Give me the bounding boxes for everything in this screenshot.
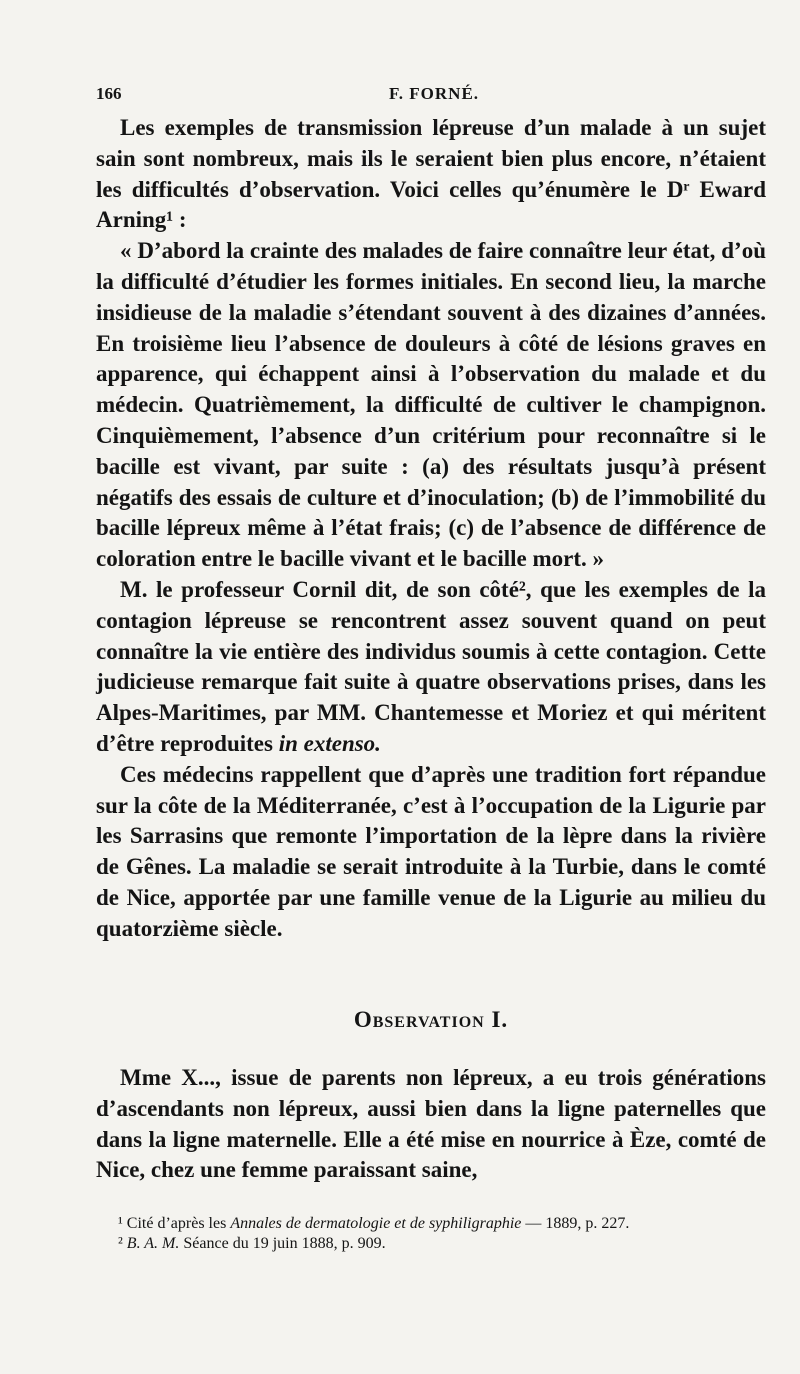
paragraph: « D’abord la crainte des malades de faire connaître leur état, d’où la difficulté d’étudier les formes initiales. En second lieu, la marche insidieuse de la maladie s’étendant souvent à des dizaines d’années. En troisième lieu l’absence de douleurs à côté de lésions graves en apparence, qui échappent ainsi à l’observation du malade et du médecin. Quatrièmement, la difficulté de cultiver le champignon. Cinquièmement, l’absence d’un critérium pour reconnaître si le bacille est vivant, par suite : (a) des résultats jusqu’à présent négatifs des essais de culture et d’inoculation; (b) de l’immobilité du bacille lépreux même à l’état frais; (c) de l’absence de différence de coloration entre le bacille vivant et le bacille mort. » [96, 238, 766, 572]
paragraph-text: M. le professeur Cornil dit, de son côté², que les exemples de la contagion lépreuse se rencontrent assez souvent quand on peut connaître la vie entière des individus soumis à cette contagion. Cette judicieuse remarque fait suite à quatre observations prises, dans les Alpes-Maritimes, par MM. Chantemesse et Moriez et qui méritent d’être reproduites [96, 576, 766, 756]
footnote-italic: B. A. M. [126, 1235, 180, 1252]
footnote-italic: Annales de dermatologie et de syphiligraphie [230, 1215, 522, 1232]
paragraph [96, 575, 766, 760]
main-text [96, 113, 766, 945]
observation-text [96, 1063, 766, 1186]
running-head: F. FORNÉ. [388, 84, 480, 103]
footnote-text: ² [118, 1235, 127, 1252]
footnote [96, 1214, 766, 1234]
italic-phrase: in extenso. [278, 730, 381, 756]
page-header [96, 84, 772, 108]
section-heading: Observation I. [353, 1007, 509, 1032]
page-number: 166 [96, 84, 122, 103]
footnotes [96, 1214, 766, 1254]
paragraph: Ces médecins rappellent que d’après une tradition fort répandue sur la côte de la Méditerranée, c’est à l’occupation de la Ligurie par les Sarrasins que remonte l’importation de la lèpre dans la rivière de Gênes. La maladie se serait introduite à la Turbie, dans le comté de Nice, apportée par une famille venue de la Ligurie au milieu du quatorzième siècle. [96, 761, 766, 941]
paragraph: Mme X..., issue de parents non lépreux, a eu trois générations d’ascendants non lépreux, aussi bien dans la ligne paternelles que dans la ligne maternelle. Elle a été mise en nourrice à Èze, comté de Nice, chez une femme paraissant saine, [96, 1065, 766, 1183]
footnote [96, 1234, 766, 1254]
footnote-text: ¹ Cité d’après les [118, 1215, 231, 1232]
footnote-text: Séance du 19 juin 1888, p. 909. [179, 1235, 386, 1252]
footnote-text: — 1889, p. 227. [521, 1215, 630, 1232]
paragraph: Les exemples de transmission lépreuse d’un malade à un sujet sain sont nombreux, mais ils le seraient bien plus encore, n’étaient les difficultés d’observation. Voici celles qu’énumère le Dʳ Eward Arning¹ : [96, 115, 766, 233]
